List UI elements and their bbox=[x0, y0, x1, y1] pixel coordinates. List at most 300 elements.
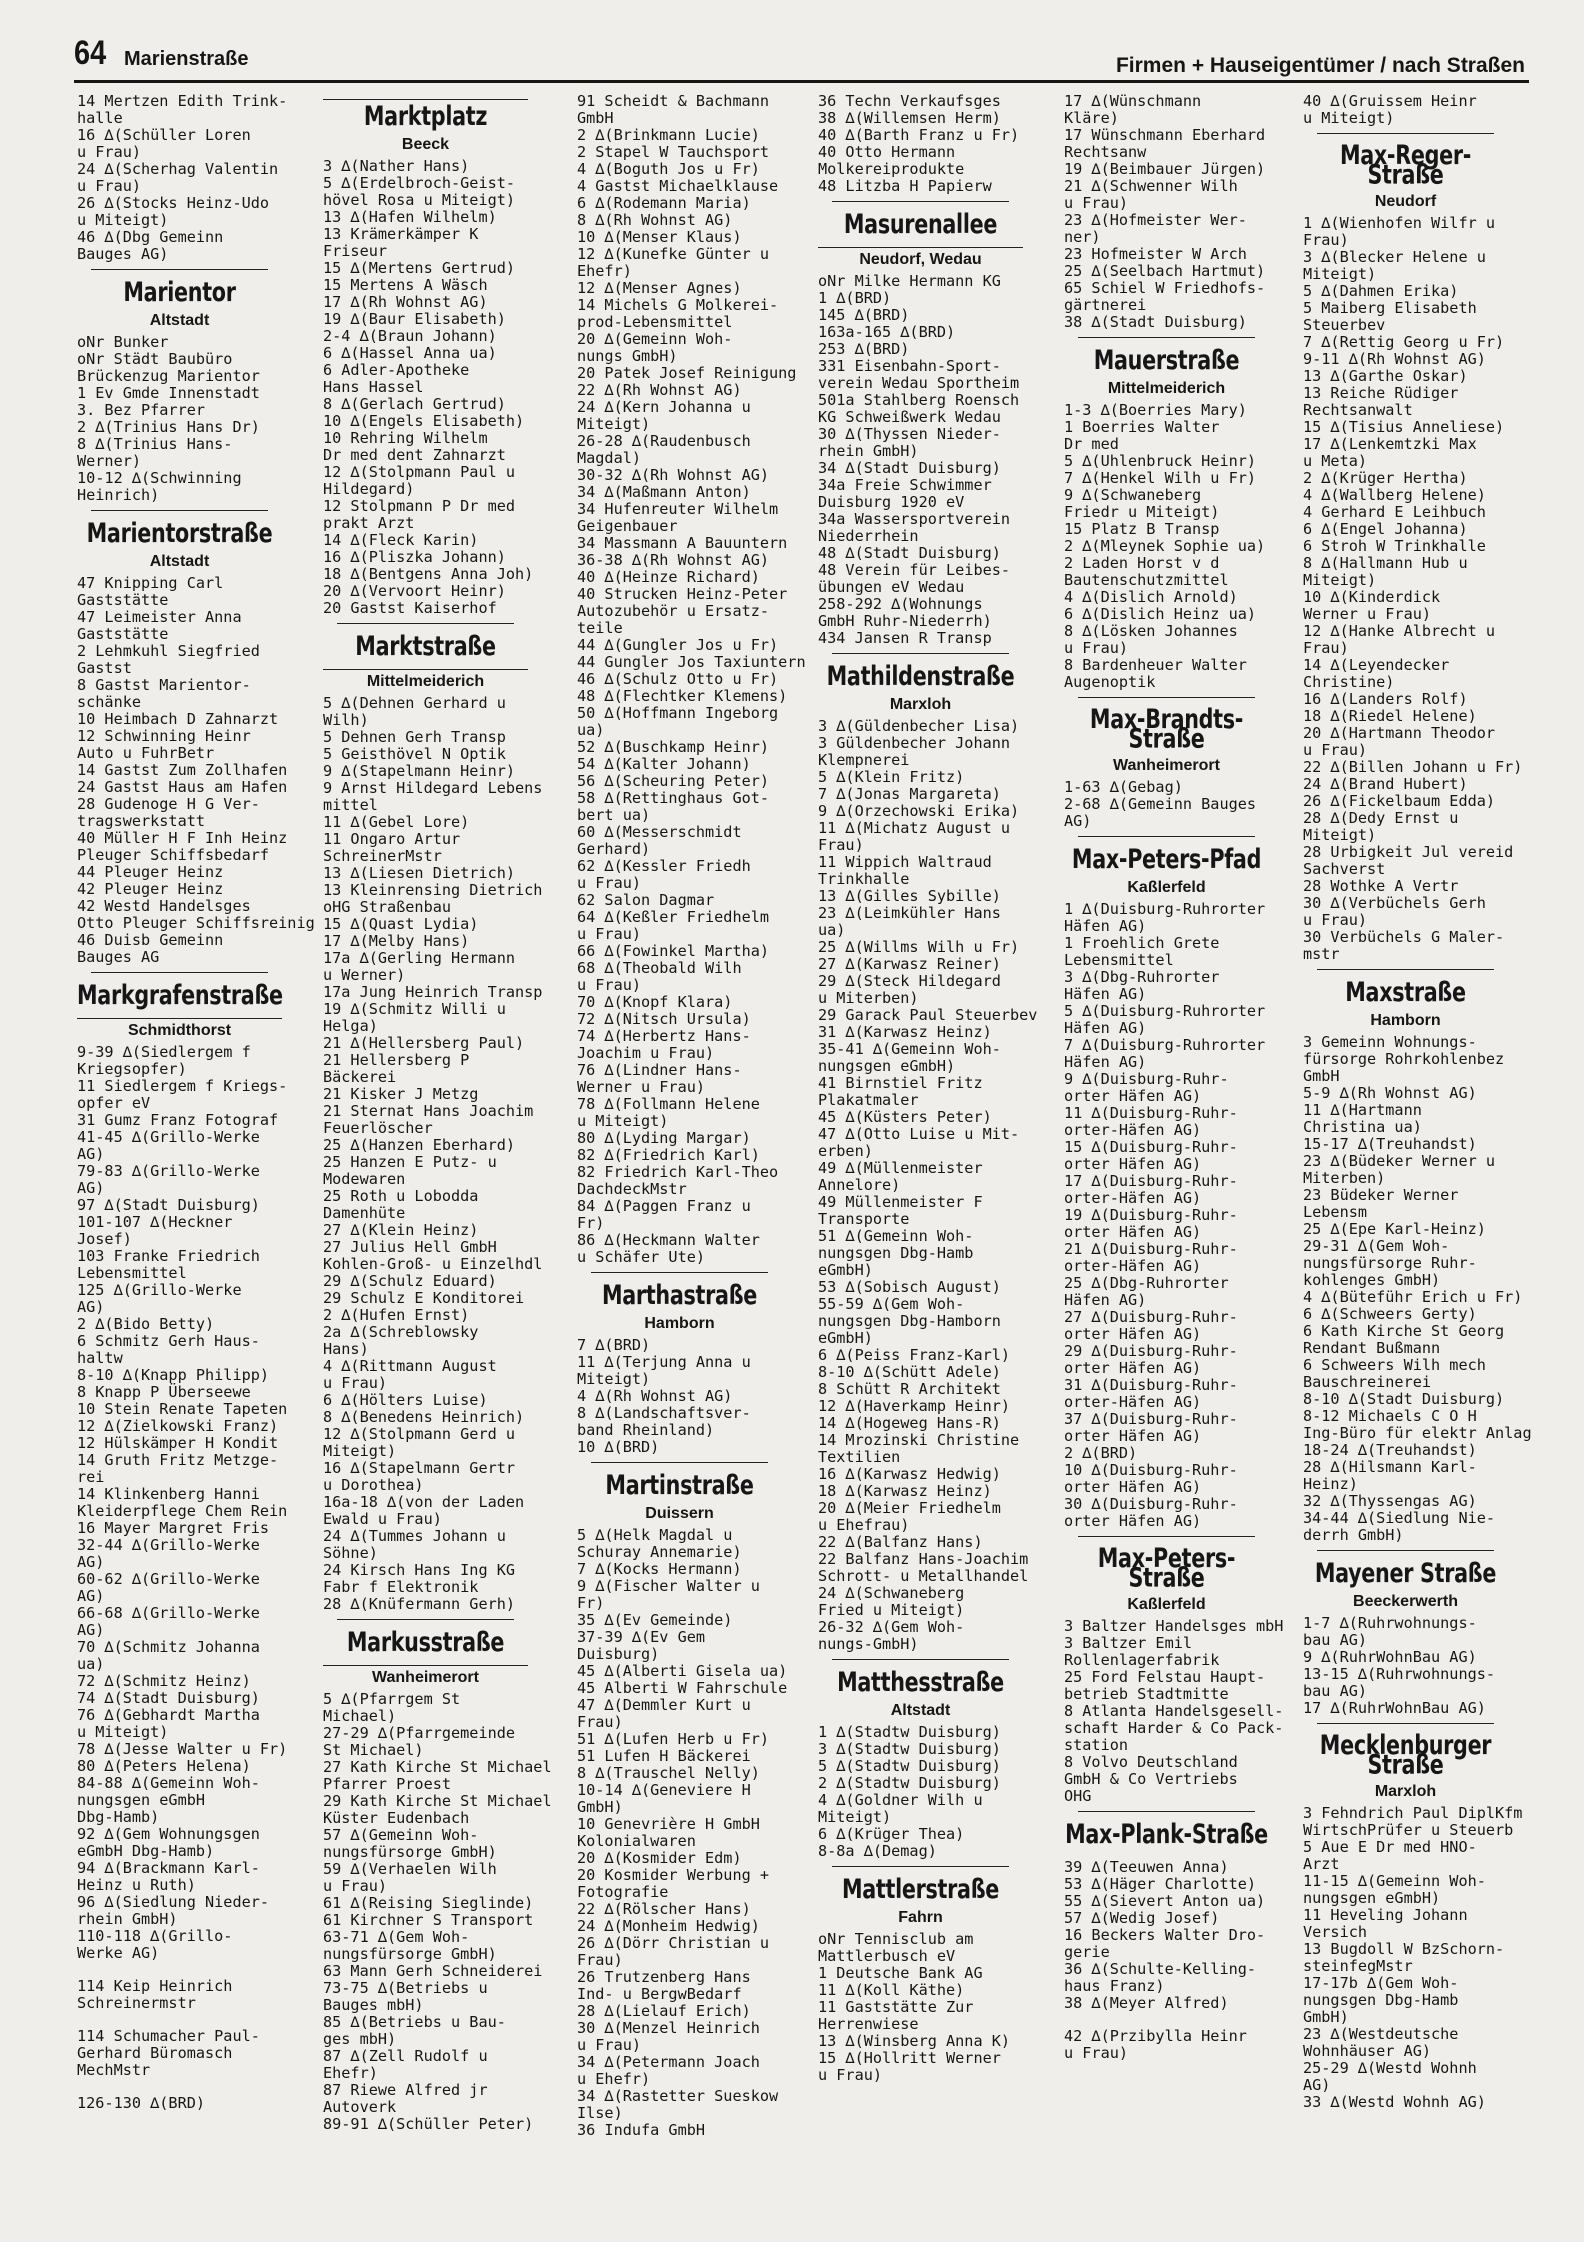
directory-entry: 8-8a ∆(Demag) bbox=[818, 1842, 937, 1860]
directory-entry: ua) bbox=[818, 921, 846, 939]
directory-entry: 434 Jansen R Transp bbox=[818, 629, 992, 647]
directory-entry: 20 Kosmider Werbung + bbox=[577, 1866, 770, 1884]
directory-entry: 52 ∆(Buschkamp Heinr) bbox=[577, 738, 770, 756]
directory-entry: 56 ∆(Scheuring Peter) bbox=[577, 772, 770, 790]
directory-entry: AG) bbox=[77, 1621, 105, 1639]
directory-entry: 70 ∆(Schmitz Johanna bbox=[77, 1638, 260, 1656]
directory-entry: 4 ∆(Boguth Jos u Fr) bbox=[577, 160, 760, 178]
directory-entry: OHG bbox=[1064, 1787, 1092, 1805]
directory-entry: 30 ∆(Verbüchels Gerh bbox=[1303, 894, 1486, 912]
directory-entry: Hans Hassel bbox=[323, 378, 424, 396]
directory-entry: Michael) bbox=[323, 1707, 397, 1725]
directory-entry: Gerhard Büromasch bbox=[77, 2044, 233, 2062]
directory-entry: 70 ∆(Knopf Klara) bbox=[577, 993, 733, 1011]
directory-entry: 15 ∆(Duisburg-Ruhr- bbox=[1064, 1138, 1238, 1156]
directory-entry: nungsfürsorge GmbH) bbox=[323, 1945, 497, 1963]
directory-entry: SchreinerMstr bbox=[323, 847, 442, 865]
header-rule bbox=[74, 80, 1529, 83]
district-heading: Beeckerwerth bbox=[1353, 1593, 1458, 1610]
directory-entry: 11 Wippich Waltraud bbox=[818, 853, 992, 871]
directory-entry: Miteigt) bbox=[1303, 571, 1377, 589]
directory-entry: haltw bbox=[77, 1349, 123, 1367]
directory-entry: Häfen AG) bbox=[1064, 917, 1147, 935]
directory-entry: 14 Mrozinski Christine bbox=[818, 1431, 1020, 1449]
directory-entry: 34a Freie Schwimmer bbox=[818, 476, 992, 494]
directory-entry: 125 ∆(Grillo-Werke bbox=[77, 1281, 242, 1299]
directory-entry: nungsgen eGmbH) bbox=[818, 1057, 956, 1075]
directory-entry: 89-91 ∆(Schüller Peter) bbox=[323, 2115, 534, 2133]
directory-entry: 23 ∆(Leimkühler Hans bbox=[818, 904, 1001, 922]
directory-entry: 8 Volvo Deutschland bbox=[1064, 1753, 1238, 1771]
directory-entry: mstr bbox=[1303, 945, 1340, 963]
directory-entry: 22 ∆(Rölscher Hans) bbox=[577, 1900, 751, 1918]
directory-entry: 8-10 ∆(Stadt Duisburg) bbox=[1303, 1390, 1505, 1408]
directory-entry: schaft Harder & Co Pack- bbox=[1064, 1719, 1284, 1737]
directory-entry: orter Häfen AG) bbox=[1064, 1223, 1202, 1241]
directory-column-1 bbox=[77, 92, 315, 2112]
directory-entry: 22 ∆(Balfanz Hans) bbox=[818, 1533, 983, 1551]
directory-entry: 19 ∆(Baur Elisabeth) bbox=[323, 310, 506, 328]
directory-entry: 20 ∆(Hartmann Theodor bbox=[1303, 724, 1496, 742]
directory-entry: 48 ∆(Stadt Duisburg) bbox=[818, 544, 1001, 562]
directory-entry: 6 Adler-Apotheke bbox=[323, 361, 470, 379]
page-header bbox=[74, 34, 1529, 82]
directory-entry: 8 Knapp P Überseewe bbox=[77, 1383, 251, 1401]
directory-entry: u Miteigt) bbox=[77, 211, 169, 229]
directory-entry: 13 ∆(Hafen Wilhelm) bbox=[323, 208, 497, 226]
directory-entry: fürsorge Rohrkohlenbez bbox=[1303, 1050, 1505, 1068]
directory-entry: 10 ∆(BRD) bbox=[577, 1438, 660, 1456]
directory-entry: 8 Schütt R Architekt bbox=[818, 1380, 1001, 1398]
directory-entry: 84-88 ∆(Gemeinn Woh- bbox=[77, 1774, 260, 1792]
directory-entry: 36-38 ∆(Rh Wohnst AG) bbox=[577, 551, 770, 569]
district-heading: Neudorf bbox=[1374, 193, 1437, 210]
directory-entry: 8-10 ∆(Knapp Philipp) bbox=[77, 1366, 270, 1384]
directory-entry: u Miteigt) bbox=[577, 1112, 669, 1130]
directory-entry: Christina ua) bbox=[1303, 1118, 1422, 1136]
district-heading: Schmidthorst bbox=[127, 1022, 232, 1039]
directory-entry: u Frau) bbox=[77, 177, 142, 195]
directory-entry: Niederrhein bbox=[818, 527, 919, 545]
directory-entry: WirtschPrüfer u Steuerb bbox=[1303, 1821, 1514, 1839]
directory-entry: 34a Wassersportverein bbox=[818, 510, 1011, 528]
directory-entry: 145 ∆(BRD) bbox=[818, 306, 910, 324]
directory-entry: u Schäfer Ute) bbox=[577, 1248, 706, 1266]
directory-entry: u Ehefrau) bbox=[818, 1516, 910, 1534]
directory-entry: 34 ∆(Stadt Duisburg) bbox=[818, 459, 1001, 477]
directory-entry: AG) bbox=[77, 1298, 105, 1316]
directory-entry: u Miteigt) bbox=[1303, 109, 1395, 127]
directory-entry: 9 ∆(Fischer Walter u bbox=[577, 1577, 760, 1595]
directory-entry: 2 ∆(Bido Betty) bbox=[77, 1315, 215, 1333]
directory-entry: St Michael) bbox=[323, 1741, 424, 1759]
directory-entry: Ehefr) bbox=[577, 262, 632, 280]
directory-entry: 2 ∆(Stadtw Duisburg) bbox=[818, 1774, 1001, 1792]
directory-entry: 14 Gastst Zum Zollhafen bbox=[77, 761, 288, 779]
directory-entry: 35 ∆(Ev Gemeinde) bbox=[577, 1611, 733, 1629]
directory-entry: Heinrich) bbox=[77, 486, 160, 504]
directory-entry: 10-12 ∆(Schwinning bbox=[77, 469, 242, 487]
directory-entry: 11 Ongaro Artur bbox=[323, 830, 461, 848]
directory-entry: Hans) bbox=[323, 1340, 369, 1358]
directory-entry: 57 ∆(Wedig Josef) bbox=[1064, 1909, 1220, 1927]
directory-entry: oNr Milke Hermann KG bbox=[818, 272, 1001, 290]
directory-entry: 4 ∆(Dislich Arnold) bbox=[1064, 588, 1238, 606]
directory-entry: 40 Otto Hermann bbox=[818, 143, 956, 161]
directory-entry: Lebensmittel bbox=[77, 1264, 187, 1282]
directory-entry: 4 ∆(Büteführ Erich u Fr) bbox=[1303, 1288, 1523, 1306]
directory-entry: mittel bbox=[323, 796, 378, 814]
directory-entry: u Frau) bbox=[1303, 741, 1368, 759]
directory-entry: nungsgen Dbg-Hamb bbox=[1303, 1991, 1459, 2009]
directory-entry: 6 Stroh W Trinkhalle bbox=[1303, 537, 1486, 555]
directory-entry: 36 Techn Verkaufsges bbox=[818, 92, 1001, 110]
directory-entry: 29 Kath Kirche St Michael bbox=[323, 1792, 552, 1810]
directory-entry: Häfen AG) bbox=[1064, 1053, 1147, 1071]
directory-entry: Kriegsopfer) bbox=[77, 1060, 187, 1078]
directory-entry: 92 ∆(Gem Wohnungsgen bbox=[77, 1825, 260, 1843]
directory-entry: 26 ∆(Stocks Heinz-Udo bbox=[77, 194, 270, 212]
street-heading: Max-Peters-Pfad bbox=[1071, 845, 1262, 876]
directory-entry: 87 ∆(Zell Rudolf u bbox=[323, 2047, 488, 2065]
directory-entry: 3 ∆(Stadtw Duisburg) bbox=[818, 1740, 1001, 1758]
directory-entry: 38 ∆(Meyer Alfred) bbox=[1064, 1994, 1229, 2012]
directory-entry: 26 Trutzenberg Hans bbox=[577, 1968, 751, 1986]
directory-entry: 22 ∆(Rh Wohnst AG) bbox=[577, 381, 742, 399]
directory-entry: GmbH bbox=[577, 109, 614, 127]
directory-entry: hövel Rosa u Miteigt) bbox=[323, 191, 516, 209]
directory-entry: 5 Aue E Dr med HNO- bbox=[1303, 1838, 1477, 1856]
directory-entry: Fr) bbox=[577, 1594, 605, 1612]
directory-entry: Herrenwiese bbox=[818, 2015, 919, 2033]
street-heading: Marientorstraße bbox=[86, 519, 273, 550]
directory-entry: Kleiderpflege Chem Rein bbox=[77, 1502, 288, 1520]
section-divider bbox=[1317, 133, 1494, 134]
directory-entry: 17a ∆(Gerling Hermann bbox=[323, 949, 516, 967]
directory-entry: 41 Birnstiel Fritz bbox=[818, 1074, 983, 1092]
directory-entry: u Meta) bbox=[1303, 452, 1368, 470]
section-divider bbox=[832, 1659, 1009, 1660]
section-divider bbox=[337, 623, 514, 624]
directory-entry: 1-63 ∆(Gebag) bbox=[1064, 778, 1183, 796]
directory-entry: Magdal) bbox=[577, 449, 642, 467]
directory-entry: 8 ∆(Trinius Hans- bbox=[77, 435, 233, 453]
section-divider bbox=[591, 1462, 768, 1463]
directory-entry: Heinz) bbox=[1303, 1475, 1358, 1493]
directory-entry: 21 Sternat Hans Joachim bbox=[323, 1102, 534, 1120]
street-heading: Marktstraße bbox=[355, 632, 496, 663]
directory-entry: AG) bbox=[77, 1145, 105, 1163]
directory-entry: 28 ∆(Knüfermann Gerh) bbox=[323, 1595, 516, 1613]
directory-entry: 31 ∆(Karwasz Heinz) bbox=[818, 1023, 992, 1041]
directory-entry: 103 Franke Friedrich bbox=[77, 1247, 260, 1265]
directory-entry: Rechtsanwalt bbox=[1303, 401, 1413, 419]
directory-entry: Rendant Bußmann bbox=[1303, 1339, 1441, 1357]
directory-entry: Autozubehör u Ersatz- bbox=[577, 602, 770, 620]
directory-entry: 40 ∆(Barth Franz u Fr) bbox=[818, 126, 1020, 144]
directory-entry: 42 ∆(Przibylla Heinr bbox=[1064, 2027, 1247, 2045]
directory-entry: ua) bbox=[577, 721, 605, 739]
directory-entry: 2 ∆(Mleynek Sophie ua) bbox=[1064, 537, 1266, 555]
directory-entry: GmbH) bbox=[1303, 2008, 1349, 2026]
directory-entry: 40 Müller H F Inh Heinz bbox=[77, 829, 288, 847]
directory-entry: 2 Lehmkuhl Siegfried bbox=[77, 642, 260, 660]
directory-entry: 24 ∆(Brand Hubert) bbox=[1303, 775, 1468, 793]
directory-entry: 6 ∆(Engel Johanna) bbox=[1303, 520, 1468, 538]
directory-entry: 21 Hellersberg P bbox=[323, 1051, 470, 1069]
directory-entry: oNr Bunker bbox=[77, 333, 169, 351]
directory-entry: 3 ∆(Nather Hans) bbox=[323, 157, 470, 175]
directory-entry: Gaststätte bbox=[77, 625, 169, 643]
directory-entry: 31 ∆(Duisburg-Ruhr- bbox=[1064, 1376, 1238, 1394]
directory-entry: 10-14 ∆(Geneviere H bbox=[577, 1781, 751, 1799]
directory-entry: 60 ∆(Messerschmidt bbox=[577, 823, 742, 841]
street-heading: Maxstraße bbox=[1345, 978, 1466, 1009]
directory-entry: 1 Ev Gmde Innenstadt bbox=[77, 384, 260, 402]
directory-entry: Geigenbauer bbox=[577, 517, 678, 535]
directory-entry: 26 ∆(Dörr Christian u bbox=[577, 1934, 770, 1952]
directory-entry: oHG Straßenbau bbox=[323, 898, 452, 916]
directory-entry: 2 ∆(BRD) bbox=[1064, 1444, 1138, 1462]
directory-entry: 27 ∆(Klein Heinz) bbox=[323, 1221, 479, 1239]
directory-entry: 25 Roth u Lobodda bbox=[323, 1187, 479, 1205]
directory-entry: KG Schweißwerk Wedau bbox=[818, 408, 1001, 426]
street-heading: Mathildenstraße bbox=[826, 662, 1015, 693]
directory-entry: 1 ∆(Wienhofen Wilfr u bbox=[1303, 214, 1496, 232]
directory-entry: schänke bbox=[77, 693, 142, 711]
directory-entry: 58 ∆(Rettinghaus Got- bbox=[577, 789, 770, 807]
directory-entry: 38 ∆(Stadt Duisburg) bbox=[1064, 313, 1247, 331]
street-heading: Max-Brandts-Straße bbox=[1089, 704, 1244, 755]
directory-entry: Mattlerbusch eV bbox=[818, 1947, 956, 1965]
directory-entry: Werner) bbox=[77, 452, 142, 470]
directory-entry: Frau) bbox=[577, 1713, 623, 1731]
directory-entry: u Frau) bbox=[577, 925, 642, 943]
directory-entry: 31 Gumz Franz Fotograf bbox=[77, 1111, 279, 1129]
directory-entry: bert ua) bbox=[577, 806, 651, 824]
directory-entry: Transporte bbox=[818, 1210, 910, 1228]
directory-entry: Gaststätte bbox=[77, 591, 169, 609]
directory-entry: 46 Duisb Gemeinn bbox=[77, 931, 224, 949]
directory-entry: 28 Wothke A Vertr bbox=[1303, 877, 1459, 895]
directory-entry: 49 ∆(Müllenmeister bbox=[818, 1159, 983, 1177]
directory-entry: Duisburg 1920 eV bbox=[818, 493, 965, 511]
directory-entry: 23 ∆(Hofmeister Wer- bbox=[1064, 211, 1247, 229]
directory-entry: Arzt bbox=[1303, 1855, 1340, 1873]
directory-entry: Kohlen-Groß- u Einzelhdl bbox=[323, 1255, 543, 1273]
directory-entry: 21 ∆(Hellersberg Paul) bbox=[323, 1034, 525, 1052]
directory-entry: u Miterben) bbox=[818, 989, 919, 1007]
directory-entry: 8 ∆(Trauschel Nelly) bbox=[577, 1764, 760, 1782]
directory-entry: 15 Mertens A Wäsch bbox=[323, 276, 488, 294]
directory-entry: 23 ∆(Westdeutsche bbox=[1303, 2025, 1459, 2043]
directory-entry: 25 ∆(Epe Karl-Heinz) bbox=[1303, 1220, 1486, 1238]
directory-entry: 28 ∆(Dedy Ernst u bbox=[1303, 809, 1459, 827]
directory-entry: 55 ∆(Sievert Anton ua) bbox=[1064, 1892, 1266, 1910]
directory-entry: 30 Verbüchels G Maler- bbox=[1303, 928, 1505, 946]
directory-entry: 17-17b ∆(Gem Woh- bbox=[1303, 1974, 1459, 1992]
directory-entry: Küster Eudenbach bbox=[323, 1809, 470, 1827]
directory-entry: 29 ∆(Duisburg-Ruhr- bbox=[1064, 1342, 1238, 1360]
directory-entry: 258-292 ∆(Wohnungs bbox=[818, 595, 983, 613]
directory-entry: 7 ∆(Kocks Hermann) bbox=[577, 1560, 742, 1578]
directory-entry: Fried u Miteigt) bbox=[818, 1601, 965, 1619]
directory-entry: Klempnerei bbox=[818, 751, 910, 769]
directory-entry: 4 Gastst Michaelklause bbox=[577, 177, 779, 195]
directory-entry: 16 Beckers Walter Dro- bbox=[1064, 1926, 1266, 1944]
directory-entry: 1 Boerries Walter bbox=[1064, 418, 1220, 436]
section-divider bbox=[337, 1619, 514, 1620]
directory-entry: 10 Heimbach D Zahnarzt bbox=[77, 710, 279, 728]
directory-entry: Feuerlöscher bbox=[323, 1119, 433, 1137]
directory-entry: 5 ∆(Uhlenbruck Heinr) bbox=[1064, 452, 1257, 470]
directory-entry: 30 ∆(Menzel Heinrich bbox=[577, 2019, 760, 2037]
directory-entry: 2 Laden Horst v d bbox=[1064, 554, 1220, 572]
directory-entry: 55-59 ∆(Gem Woh- bbox=[818, 1295, 965, 1313]
directory-entry: u Frau) bbox=[577, 976, 642, 994]
directory-entry: 62 Salon Dagmar bbox=[577, 891, 715, 909]
directory-entry: 15 ∆(Mertens Gertrud) bbox=[323, 259, 516, 277]
directory-entry: 9-39 ∆(Siedlergem f bbox=[77, 1043, 251, 1061]
street-heading: Martinstraße bbox=[605, 1471, 754, 1502]
directory-entry: 87 Riewe Alfred jr bbox=[323, 2081, 488, 2099]
directory-entry: 13 ∆(Gilles Sybille) bbox=[818, 887, 1001, 905]
directory-entry: haus Franz) bbox=[1064, 1977, 1165, 1995]
directory-entry: orter Häfen AG) bbox=[1064, 1359, 1202, 1377]
directory-entry: 20 ∆(Gemeinn Woh- bbox=[577, 330, 733, 348]
directory-entry: Lebensm bbox=[1303, 1203, 1368, 1221]
directory-entry: 9 ∆(Stapelmann Heinr) bbox=[323, 762, 516, 780]
district-heading: Beeck bbox=[401, 136, 450, 153]
directory-entry: nungsgen Dbg-Hamborn bbox=[818, 1312, 1001, 1330]
directory-entry: 16 ∆(Stapelmann Gertr bbox=[323, 1459, 516, 1477]
directory-entry: 29-31 ∆(Gem Woh- bbox=[1303, 1237, 1450, 1255]
directory-entry: Auto u FuhrBetr bbox=[77, 744, 215, 762]
section-divider bbox=[91, 510, 268, 511]
directory-entry: Rechtsanw bbox=[1064, 143, 1147, 161]
directory-entry: Schreinermstr bbox=[77, 1994, 196, 2012]
directory-entry: 12 Schwinning Heinr bbox=[77, 727, 251, 745]
directory-entry: 7 ∆(Henkel Wilh u Fr) bbox=[1064, 469, 1257, 487]
directory-entry: 44 Pleuger Heinz bbox=[77, 863, 224, 881]
directory-entry: 42 Pleuger Heinz bbox=[77, 880, 224, 898]
directory-entry: 19 ∆(Beimbauer Jürgen) bbox=[1064, 160, 1266, 178]
district-heading: Altstadt bbox=[149, 312, 210, 329]
directory-entry: 9 ∆(Schwaneberg bbox=[1064, 486, 1202, 504]
directory-entry: Miteigt) bbox=[577, 415, 651, 433]
directory-entry: 63-71 ∆(Gem Woh- bbox=[323, 1928, 470, 1946]
directory-entry: 17 ∆(Lenkemtzki Max bbox=[1303, 435, 1477, 453]
directory-entry: 20 ∆(Vervoort Heinr) bbox=[323, 582, 506, 600]
directory-entry: 68 ∆(Theobald Wilh bbox=[577, 959, 742, 977]
directory-entry: 11 Siedlergem f Kriegs- bbox=[77, 1077, 288, 1095]
directory-entry: Werner u Frau) bbox=[577, 1078, 706, 1096]
directory-entry: 30 ∆(Duisburg-Ruhr- bbox=[1064, 1495, 1238, 1513]
directory-entry: 78 ∆(Jesse Walter u Fr) bbox=[77, 1740, 288, 1758]
directory-entry: 39 ∆(Teeuwen Anna) bbox=[1064, 1858, 1229, 1876]
directory-entry: 114 Keip Heinrich bbox=[77, 1977, 233, 1995]
directory-entry: AG) bbox=[77, 1179, 105, 1197]
directory-entry: u Frau) bbox=[818, 2066, 883, 2084]
directory-entry: kohlenges GmbH) bbox=[1303, 1271, 1441, 1289]
directory-entry: 1 Froehlich Grete bbox=[1064, 934, 1220, 952]
directory-entry: u Werner) bbox=[323, 966, 406, 984]
directory-entry: 1-3 ∆(Boerries Mary) bbox=[1064, 401, 1247, 419]
directory-entry: 10 ∆(Menser Klaus) bbox=[577, 228, 742, 246]
directory-entry: 8 ∆(Landschaftsver- bbox=[577, 1404, 751, 1422]
directory-entry: orter Häfen AG) bbox=[1064, 1087, 1202, 1105]
directory-entry: 11 ∆(Terjung Anna u bbox=[577, 1353, 751, 1371]
directory-entry: 63 Mann Gerh Schneiderei bbox=[323, 1962, 543, 1980]
directory-entry: Gerhard) bbox=[577, 840, 651, 858]
directory-entry: AG) bbox=[77, 1587, 105, 1605]
directory-entry: 10 Stein Renate Tapeten bbox=[77, 1400, 288, 1418]
directory-entry: AG) bbox=[1064, 812, 1092, 830]
directory-entry: 6 Schmitz Gerh Haus- bbox=[77, 1332, 260, 1350]
directory-entry: 47 ∆(Demmler Kurt u bbox=[577, 1696, 751, 1714]
directory-entry: 29 Schulz E Konditorei bbox=[323, 1289, 525, 1307]
directory-entry: 51 ∆(Lufen Herb u Fr) bbox=[577, 1730, 770, 1748]
directory-entry: 24 Kirsch Hans Ing KG bbox=[323, 1561, 516, 1579]
directory-entry: 5 ∆(Duisburg-Ruhrorter bbox=[1064, 1002, 1266, 1020]
street-heading: Marktplatz bbox=[363, 102, 488, 133]
directory-entry: 47 Knipping Carl bbox=[77, 574, 224, 592]
page-running-street: Marienstraße bbox=[124, 48, 249, 70]
directory-entry: 24 Gastst Haus am Hafen bbox=[77, 778, 288, 796]
directory-entry: Häfen AG) bbox=[1064, 985, 1147, 1003]
directory-entry: teile bbox=[577, 619, 623, 637]
directory-entry: 97 ∆(Stadt Duisburg) bbox=[77, 1196, 260, 1214]
directory-entry: rhein GmbH) bbox=[77, 1910, 178, 1928]
directory-entry: 15-17 ∆(Treuhandst) bbox=[1303, 1135, 1477, 1153]
directory-entry: Sachverst bbox=[1303, 860, 1386, 878]
directory-entry: Dr med dent Zahnarzt bbox=[323, 446, 506, 464]
directory-entry: 163a-165 ∆(BRD) bbox=[818, 323, 956, 341]
directory-entry: 18 ∆(Karwasz Heinz) bbox=[818, 1482, 992, 1500]
directory-entry: Duisburg) bbox=[577, 1645, 660, 1663]
directory-entry: ner) bbox=[1064, 228, 1101, 246]
directory-entry: Söhne) bbox=[323, 1544, 378, 1562]
directory-entry: Lebensmittel bbox=[1064, 951, 1174, 969]
directory-entry: 11 ∆(Gebel Lore) bbox=[323, 813, 470, 831]
directory-entry: 46 ∆(Dbg Gemeinn bbox=[77, 228, 224, 246]
directory-entry: Häfen AG) bbox=[1064, 1291, 1147, 1309]
directory-entry: Häfen AG) bbox=[1064, 1019, 1147, 1037]
directory-entry: nungsfürsorge GmbH) bbox=[323, 1843, 497, 1861]
street-heading: Markusstraße bbox=[346, 1628, 505, 1659]
directory-entry: opfer eV bbox=[77, 1094, 151, 1112]
directory-entry: 26-32 ∆(Gem Woh- bbox=[818, 1618, 965, 1636]
directory-entry: eGmbH) bbox=[818, 1261, 873, 1279]
directory-entry: 27 ∆(Duisburg-Ruhr- bbox=[1064, 1308, 1238, 1326]
directory-entry: Molkereiprodukte bbox=[818, 160, 965, 178]
directory-entry: 8 Atlanta Handelsgesell- bbox=[1064, 1702, 1284, 1720]
directory-entry: Miteigt) bbox=[818, 1808, 892, 1826]
directory-entry: 13 ∆(Liesen Dietrich) bbox=[323, 864, 516, 882]
directory-entry: GmbH & Co Vertriebs bbox=[1064, 1770, 1238, 1788]
directory-entry: 25 Hanzen E Putz- u bbox=[323, 1153, 497, 1171]
directory-entry: 126-130 ∆(BRD) bbox=[77, 2094, 206, 2112]
directory-entry: 11-15 ∆(Gemeinn Woh- bbox=[1303, 1872, 1486, 1890]
directory-entry: gerie bbox=[1064, 1943, 1110, 1961]
directory-entry: GmbH bbox=[1303, 1067, 1340, 1085]
directory-entry: Ing-Büro für elektr Anlag bbox=[1303, 1424, 1532, 1442]
directory-entry: Fr) bbox=[577, 1214, 605, 1232]
directory-entry: 3 ∆(Blecker Helene u bbox=[1303, 248, 1486, 266]
directory-entry: 2-4 ∆(Braun Johann) bbox=[323, 327, 497, 345]
directory-entry: 37 ∆(Duisburg-Ruhr- bbox=[1064, 1410, 1238, 1428]
directory-entry: 24 ∆(Kern Johanna u bbox=[577, 398, 751, 416]
